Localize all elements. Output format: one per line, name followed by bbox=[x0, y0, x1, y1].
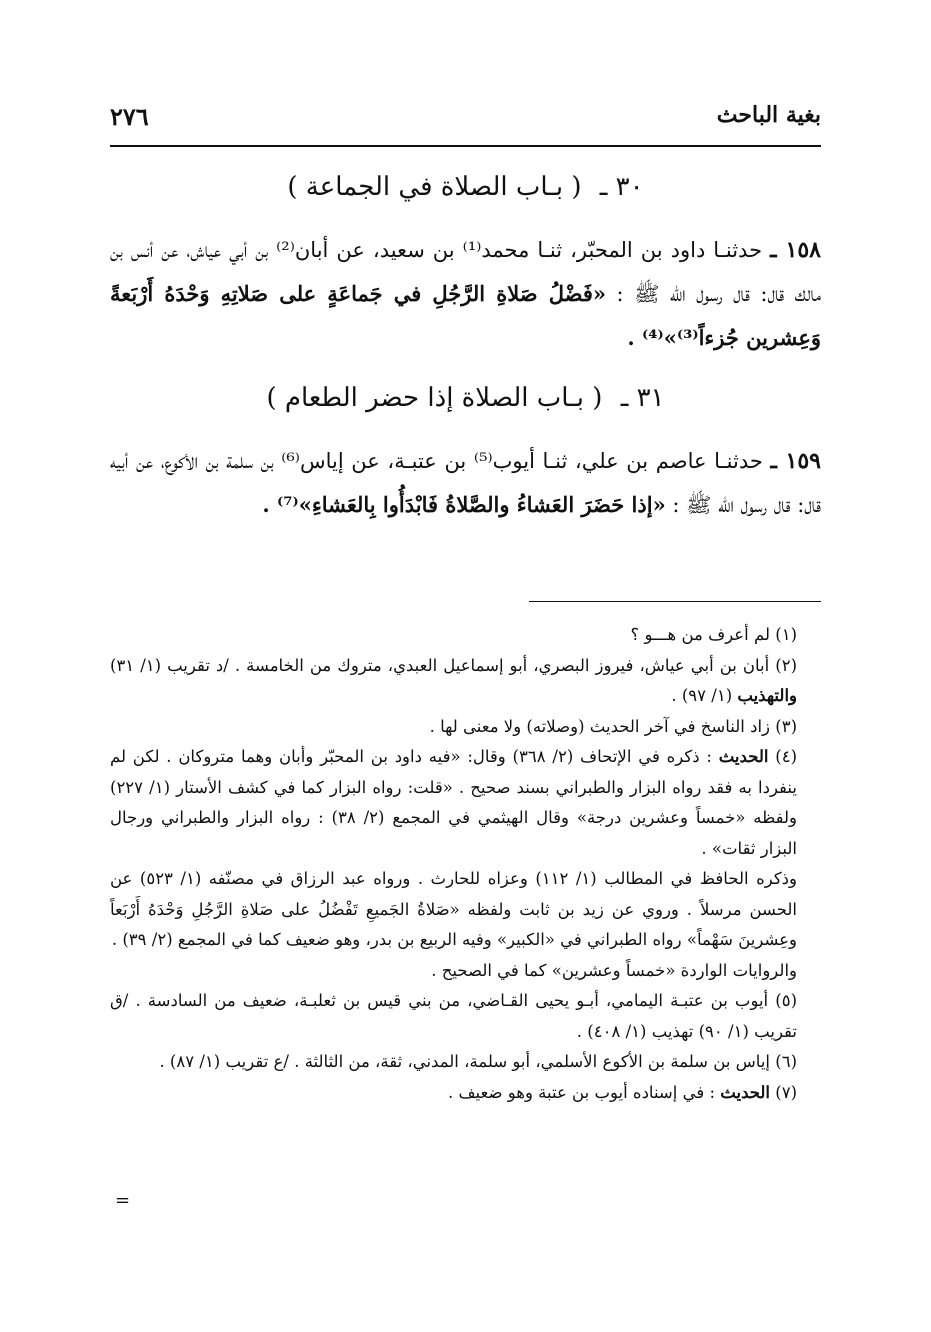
footnote-text: (٧) bbox=[770, 1082, 797, 1102]
main-text bbox=[110, 155, 821, 545]
book-title: بغية الباحث bbox=[716, 102, 821, 128]
page-number: ٢٧٦ bbox=[110, 102, 149, 131]
chapter-title: ( بـاب الصلاة إذا حضر الطعام ) bbox=[266, 383, 603, 413]
running-header bbox=[110, 96, 821, 136]
footnote-1 bbox=[110, 620, 821, 651]
footnote-text: (١) لم أعرف من هـــو ؟ bbox=[630, 625, 797, 644]
footnote-rule bbox=[529, 601, 821, 602]
continuation-mark: = bbox=[115, 1190, 131, 1211]
hadith-isnad: حدثنـا داود بن المحبّر، ثنـا محمد⁽¹⁾ بن سعيد، عن أبان⁽²⁾ بن أبي عياش، عن أنس بن مالك قال: قال رسول الله ﷺ : bbox=[110, 238, 822, 306]
chapter-title: ( بـاب الصلاة في الجماعة ) bbox=[287, 172, 582, 202]
hadith-isnad: حدثنـا عاصم بن علي، ثنـا أيوب⁽⁵⁾ بن عتبـة، عن إياس⁽⁶⁾ بن سلمة بن الأكوع، عن أبيه قال: قال رسول الله ﷺ : bbox=[110, 449, 821, 517]
footnote-tail: (١/ ٩٧) . bbox=[671, 686, 738, 705]
footnote-text: (٢) أبان بن أبي عياش، فيروز البصري، أبو إسماعيل العبدي، متروك من الخامسة . /د تقريب (١/ ٣١) bbox=[110, 655, 797, 675]
footnote-text: (٤) bbox=[768, 747, 797, 766]
footnote-4-continued bbox=[110, 864, 821, 956]
footnote-text: وذكره الحافظ في المطالب (١/ ١١٢) وعزاه للحارث . ورواه عبد الرزاق في مصنّفه (١/ ٥٢٣) عن الحسن مرسلاً . وروي عن زيد بن ثابت ولفظه «صَلاةُ الجَميعِ تَفْضُلُ على صَلاةِ الرَّجُلِ وَحْدَهُ أَرْبَعاً وعِشرينَ سَهْماً» رواه الطبراني في «الكبير» وفيه الربيع بن بدر، وهو ضعيف كما في المجمع (٢/ ٣٩) . bbox=[110, 869, 797, 949]
footnote-tail: : ذكره في الإتحاف (٢/ ٣٦٨) وقال: «فيه داود بن المحبّر وأبان وهما متروكان . لكن لم ينفردا به فقد رواه البزار والطبراني بسند صحيح . «قلت: رواه البزار كما في كشف الأستار (١/ ٢٢٧) ولفظه «خمساً وعشرين درجة» وقال الهيثمي في المجمع (٢/ ٣٨) : رواه البزار والطبراني ورجال البزار ثقات» . bbox=[110, 747, 797, 858]
chapter-heading-31 bbox=[110, 378, 821, 418]
footnote-bold: الحديث bbox=[718, 747, 769, 766]
footnote-4 bbox=[110, 742, 821, 864]
hadith-158 bbox=[110, 229, 821, 360]
hadith-matn: «فَضْلُ صَلاةِ الرَّجُلِ في جَماعَةٍ على صَلاتِهِ وَحْدَهُ أَرْبَعةً وَعِشرين جُزءاً⁽³⁾»⁽⁴⁾ . bbox=[110, 281, 821, 350]
footnote-text: والروايات الواردة «خمساً وعشرين» كما في الصحيح . bbox=[431, 960, 797, 980]
footnote-6 bbox=[110, 1047, 821, 1078]
hadith-159 bbox=[110, 440, 821, 527]
chapter-heading-30 bbox=[110, 167, 821, 207]
footnotes bbox=[110, 620, 821, 1108]
footnote-text: (٣) زاد الناسخ في آخر الحديث (وصلاته) ولا معنى لها . bbox=[429, 716, 797, 736]
hadith-number: ١٥٩ ـ bbox=[770, 448, 821, 474]
footnote-text: (٦) إياس بن سلمة بن الأكوع الأسلمي، أبو سلمة، المدني، ثقة، من الثالثة . /ع تقريب (١/ ٨٧) . bbox=[159, 1052, 797, 1071]
chapter-number: ٣٠ ـ bbox=[599, 172, 644, 202]
footnote-tail: : في إسناده أيوب بن عتبة وهو ضعيف . bbox=[447, 1082, 721, 1102]
hadith-number: ١٥٨ ـ bbox=[770, 237, 821, 263]
footnote-3 bbox=[110, 712, 821, 743]
footnote-5 bbox=[110, 986, 821, 1047]
chapter-number: ٣١ ـ bbox=[620, 383, 665, 413]
footnote-text: (٥) أيوب بن عتبـة اليمامي، أبـو يحيى القـاضي، من بني قيس بن ثعلبـة، ضعيف من السادسة . /ق تقريب (١/ ٩٠) تهذيب (١/ ٤٠٨) . bbox=[110, 991, 797, 1041]
hadith-matn: «إذا حَضَرَ العَشاءُ والصَّلاةُ فَابْدَأُوا بِالعَشاءِ»⁽⁷⁾ . bbox=[262, 492, 666, 517]
footnote-bold: والتهذيب bbox=[737, 686, 797, 705]
header-rule bbox=[110, 145, 821, 147]
footnote-2 bbox=[110, 651, 821, 712]
footnote-bold: الحديث bbox=[720, 1082, 770, 1102]
footnote-7 bbox=[110, 1078, 821, 1109]
footnote-4-note bbox=[110, 956, 821, 987]
